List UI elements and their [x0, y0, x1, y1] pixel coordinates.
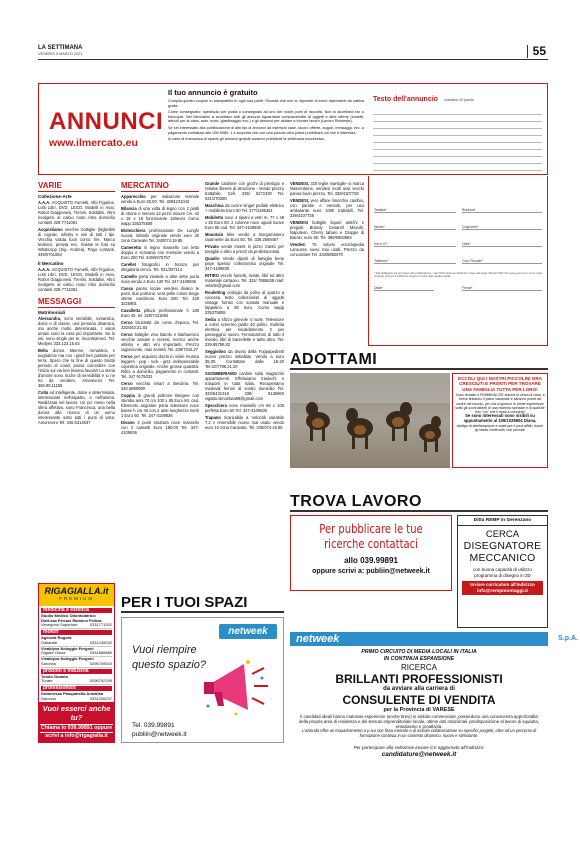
megaphone-icon [202, 656, 272, 718]
field-testata[interactable]: Testata* [374, 208, 456, 213]
brand-url[interactable]: www.ilmercato.eu [49, 137, 138, 149]
ad-item: Colta ed intelligente, dolce e determinata, interessante nell'aspetto, e nell'anima. Realizzata nel lavoro. Un po' meno nella sfera affettiva, sono Francesca, una bella donna alla ricerca di un uomo interessante sotto tutti i punti di vista. Amorevoro Tel. 346.5314637 [38, 390, 115, 425]
spazi-header [121, 592, 284, 613]
netweek-add: da avviare alla carriera di [383, 686, 455, 692]
directory-category: medicina e estetica [41, 608, 112, 613]
ad-item: Cerco per acquisto dischi in vinile musica leggera - pop - rock - jazz, indispensabile copertina originale. Anche grosse quantità. Ritiro a domicilio, pagamento in contanti. Tel. 347 9175032 [121, 354, 199, 379]
ad-item: Trapano ricaricabile a 'velocità variabile 7,2 v reversibile nuovo mai usato vendo euro 10 zona Caravate. Tel. 340/074.19.85 [205, 415, 284, 430]
varie-subtitle-2: Il Mercatino [38, 261, 64, 266]
spazi-question-1: Vuoi riempire [132, 644, 197, 656]
top-block [38, 83, 548, 175]
directory-name: Dottoressa Pasquarella Annalisa [41, 690, 104, 696]
ad-item: Cassa panno locale vendesi divano te posti, due poltrone, vera pelle colore beige ottime condizioni. Euro 200. Tel. 329 3225901 [121, 286, 199, 306]
adottami-header [290, 348, 548, 370]
remp-cerca: CERCA [485, 529, 520, 540]
ad-item: Divano 2 posti struttura noce massello con 2 cassetti Euro 180,00 Tel. 347-4109836 [121, 420, 199, 435]
ad-item: Bistecchiera professionale De Longhi nuova, imballo originale vendo euro 40 zona Caravate Tel. 340/074.19.85 [121, 228, 199, 243]
ad-item: Cerco bottiglie vino Barolo e Barbaresco vecchie annate e recenti, ricerco anche whisky e altri vini importanti. Prezzo ragionevole, max serietà. Tel. 339/7316.27 [121, 332, 199, 352]
dogs-illustration [290, 373, 450, 468]
ad-item: Acquistiamo vecchie bottiglie (bigliettini di cognac, whisky e vini di tutti i tipi. Vecchia valuta fuori corso: lire. Marco tedesco, peseta ecc. Inviate le foto su WhatsApp (Sig. Andrea). Pago contanti. 349/0761854 [38, 227, 115, 257]
field-cf[interactable]: Cod. Fiscale* [462, 259, 542, 264]
column-4-ads [290, 181, 364, 346]
publica-phone[interactable]: allo 039.99891 [344, 556, 398, 565]
spazi-phone[interactable]: Tel. 039.99891 [132, 722, 175, 729]
field-telefono[interactable]: Telefono* [374, 259, 456, 264]
messaggi-ads [38, 316, 115, 427]
netweek-ad [290, 632, 578, 743]
directory-name: Vivaldyva Noleggio Furgoni [41, 656, 94, 662]
adottami-title: ADOTTAMI [290, 351, 378, 368]
coupon-title-preview: Testo dell'annuncio [373, 96, 438, 103]
rigagialla-logo [39, 584, 114, 606]
section-messaggi: MESSAGGI [38, 297, 115, 308]
info-p2: Come consegnarlo: spediscilo per posta o consegnalo ad uno dei nostri punti di raccolta. Non si accettano fax o fotocopie. Nel Mercatino si accettano tutti gli annunci riguardanti compravendite di oggetti e altre offerte (lumetti, articoli per la casa, auto, moto, giardinaggio ecc.) e gli annunci per aiutare a trovare lavoro (Lavoro Richieste). [168, 110, 364, 124]
directory-row: Gallarate 0331245032 [41, 639, 112, 645]
field-cognome[interactable]: Cognome* [462, 225, 542, 230]
directory-row: Saronno 3331206237 [41, 695, 112, 701]
info-panel [165, 84, 367, 173]
ad-item: Macchina da cucire singer pedale elettrico + mobiletto Euro 50 Tel. 377/1195361 [205, 203, 284, 213]
rigagialla-box [38, 583, 115, 743]
mercatino-ads [121, 194, 199, 594]
spazi-mail[interactable]: publiin@netweek.it [132, 731, 187, 738]
netweek-body-1: Il candidati ideali hanno maturato esperienze (anche brevi) in ambito commerciale, possiedono una conoscenza approfondita della propria area di residenza e del tessuto imprenditoriale locale, ottime doti relazionali, predisposizione al lavoro di squadra, entusiasmo e proattività. [298, 714, 540, 729]
ad-item: Mountain bike vendo a Borgomanero raramente da Euro 50. Tel. 338.2569457 [205, 232, 284, 242]
column-3-ads [205, 181, 284, 586]
ad-item: Cameretta in legno massello con letto doppio e scrivania con mensole vendo a Euro 200 Tel. 340/6975767 [121, 245, 199, 260]
rigagialla-cta-box [39, 702, 114, 742]
adottami-box [452, 373, 548, 468]
remp-role-1: DISEGNATORE [463, 540, 542, 552]
remp-send: Inviare curriculum all'indirizzo [462, 581, 543, 588]
coupon-form [368, 176, 548, 346]
ad-item: Cerco bicicletta da corsa d'epoca. Tel. 333/463.31.84 [121, 320, 199, 330]
netweek-body-2: L'azienda offre un inquadramento a p.iva con fisso mensile o di iniziale collaborazione su specifici progetti, oltre ad un percorso di formazione continua in un contesto dinamico, nuovo e stimolante. [301, 728, 537, 738]
ad-item: Vendesi 75 volumi enciclopedia Larousse nuovi mai usati. Prezzo da concordare Tel. 333/6982070 [290, 242, 364, 257]
publica-mail[interactable]: oppure scrivi a: publiin@netweek.it [312, 568, 430, 575]
ad-item: Camello porta vivande a altre sette porta riuse vendo a Euro 130 Tel. 347-4109836 [121, 274, 199, 284]
info-p4: In caso di mancanza di spazio gli annunci gratuiti saranno pubblicati la settimana successiva. [168, 137, 325, 142]
ad-item: Alessandra, sono sensibile, romantica, dolce e di classe, una persona dinamica, ma anche molto determinata. I valori umani sono la cosa più importante. Se lo sei, sono single per te, incontriamoci. Tel. Medyes 333.123.15.63 [38, 316, 115, 346]
ad-item: Coppia di grandi poltrone Bergere con stemba anni 70 cm 100 x 85 Euro 60. cad. Elemento angolare porta televisore noce basse h cm 46 con 2 ante lunghezza metri 1 Euro 60. Tel. 347-4109836 [121, 393, 199, 418]
field-citta[interactable]: Città* [462, 242, 542, 247]
netweek-email[interactable]: candidature@netweek.it [381, 751, 457, 758]
directory-name: Agenzia Rogora [41, 634, 72, 640]
remp-header: Ditta REMP in Gerenzano [458, 516, 547, 526]
dogs-photo [290, 373, 450, 468]
publica-line-2: ricerche contattaci [324, 536, 418, 551]
column-1 [38, 181, 115, 581]
column-2 [121, 181, 199, 591]
directory-row: Olgiate Olona 0331888880 [41, 650, 112, 656]
rigagialla-directory [39, 606, 114, 702]
netweek-spa: S.p.A. [558, 635, 578, 642]
netweek-logo: netweek [296, 633, 340, 645]
ad-item: SGOMBERIAMO cantine solai magazzini appartamenti. Effettuiamo traslochi e trasporti in tutta Italia. Recuperiamo materiali ferrosi al vostro domicilio Tel. 333/6431318 339/ 8136960 vigatto.simonluta99@gmail.com [205, 371, 284, 401]
ad-item: Specchiera noce massello cm 60 x 100 perfetta Euro 50 Tel. 347-4109836 [205, 403, 284, 413]
netweek-logo-row [290, 632, 578, 646]
netweek-province: per la Provincia di VARESE [383, 707, 455, 713]
coupon-note-preview: massimo 20 parole [444, 98, 474, 102]
field-data[interactable]: Data* [374, 286, 434, 291]
netweek-role: CONSULENTE DI VENDITA [342, 693, 496, 707]
brand-title: ANNUNCI [49, 108, 164, 135]
remp-role-2: MECCANICO [469, 552, 536, 564]
adottami-box-title: ECCOLI QUI I NOSTRI PICCOLINI ORA CRESCIUTI E PRONTI PER TROVARE UNA FAMIGLIA TUTTA PER LORO! [458, 376, 542, 392]
remp-job-ad [457, 515, 548, 628]
spazi-netweek-logo: netweek [219, 624, 277, 639]
header-divider [527, 45, 528, 58]
spazi-question-2: questo spazio? [132, 659, 206, 671]
varie-ads-2 [38, 267, 115, 294]
ad-item: Sedia a sfizzo girevole 4 ruote. Televisore a colori schermo piatto 40 pollici. Stufetta elettrica per riscaldamento 3 per passeggino nuovo. Fermacalzoni di tutto il mondo, libri di barzellette e tanto altro. Tel. 339.85758.82 [205, 317, 284, 347]
rigagialla-brand: RIGAGIALLA.it [44, 586, 109, 596]
remp-text: con buona capacità di utilizzo programma di disegno in 3D [473, 567, 532, 578]
field-via[interactable]: Via e n°* [374, 242, 456, 247]
page-header [38, 44, 548, 60]
publica-line-1: Per pubblicare le tue [319, 521, 423, 536]
ad-item: A.A.A. ACQUISTO Fumetti, Albi Figurine, Lotti Libri, DVD, LEGO, Modelli in Auto, Robot Giapponesi, Trenini, Soldatini, Altro rivolgersi al calcio moto ritiro domicilio contanti 328-7711081 [38, 267, 115, 292]
ad-item: Cerco vecchia smart a Benzina. Tel. 340.5890090 [121, 381, 199, 391]
field-nome[interactable]: Nome* [374, 225, 456, 230]
page-number: 55 [532, 44, 546, 58]
info-title: Il tuo annuncio è gratuito [168, 88, 258, 97]
ad-item: Grande catalone con giochi di prestigio e relative librerie di istruzione - Vendo prezzo trattabile. Cell. 335/ 6272430 Tel. 031/270360 [205, 181, 284, 201]
ad-item: VENDESI, 320 teglie marsiglie- si marca Nascimbene, vendesi molti uovi vecchi panna buon prezzo. Tel. 338/4107728 [290, 181, 364, 196]
ad-item: Cavalletta pittura professionale h 180 Euro 40. tel. 329/7431894 [121, 308, 199, 318]
ad-item: VENDESI bottiglie liquori antichi e pregiati Brandy Cesarell Mavolti, Napoleon, Cherry tabaro e Grappe di Barolo, euro 50. Tel. 380/6993983 [290, 220, 364, 240]
netweek-footer [290, 745, 548, 765]
adottami-box-text: Sono rimaste 4 FEMMINUCCE ancora in cerca di casa, a breve finiranno il piano vaccinale e saranno pronti ad uscire nel mondo, per ora si godono le prime esperienze sotto gli occhi attenti di una mamma speciale e di qualche loro "zio" che li aiuta a crescere! [455, 393, 545, 415]
directory-category: prodotti e industria [41, 669, 112, 674]
publication-date: VENERDÌ 5 MARZO 2021 [38, 52, 83, 56]
ad-item: Bilancia di una volta di legno con 2 piatti di ottone e semesi 13 pezzi misure cm. 42 x 18 x 18 funzionante 130euro Como wapp 335375808 [121, 206, 199, 226]
rigagialla-phone[interactable]: Chiama lo 039.99891 oppure [40, 725, 113, 731]
netweek-instructions: Per partecipare alla selezione inviare CV aggiornato all'indirizzo: [353, 745, 485, 750]
column-4 [290, 181, 364, 346]
coupon-preview [369, 84, 546, 173]
trova-lavoro-header [290, 492, 548, 512]
spazi-box [121, 617, 284, 743]
messaggi-subtitle: Matrimoniali [38, 310, 66, 315]
remp-mail[interactable]: info@rempmontaggi.it [462, 588, 543, 595]
directory-row: Venegono Superiore 0331771532 [41, 622, 112, 628]
ad-item: Apparecchio per inalazione termale vendo a Euro 20,00. Tel. 3294231043 [121, 194, 199, 204]
varie-ads [38, 200, 115, 259]
varie-subtitle: Collezione-Arte [38, 194, 72, 199]
field-rubrica[interactable]: Rubrica* [462, 208, 542, 213]
section-varie: VARIE [38, 181, 115, 192]
ad-item: Bella donna 55enne, romantica e sognatrice ma con i piedi ben piantati per terra. Spero che la fine di questo brutto periodo di covid, possa coincidere con l'inizio sul via ben lissima favola!! La storia d'amore sono ricche di sensibilità e io ne ho da vendere. Amorevoro Tel. 366.89.11155 [38, 348, 115, 388]
trova-lavoro-title: TROVA LAVORO [290, 493, 422, 510]
rigagialla-mail[interactable]: scrivi a info@rigagialla.it [40, 732, 113, 740]
info-p3: Se sei interessato alla pubblicazione di altri tipi di annunci ad esempio case, lavoro offerte, auguri, messaggi, ecc. a pagamento contattaci allo 039.9989. 1 e scoprirai che con una piccola cifra potrai pubblicare ciò che ti interessa. [168, 125, 364, 135]
publication-name: LA SETTIMANA [38, 45, 83, 51]
netweek-line-2: IN CONTINUA ESPANSIONE [383, 656, 455, 662]
ad-item: Quadro Vendo dipinti di famiglia bene pepe spesso collezionista originale Tel. 347-4109836 [205, 256, 284, 271]
section-mercatino: MERCATINO [121, 181, 199, 192]
publica-box [290, 515, 452, 591]
rigagialla-cta: Vuoi esserci anche tu? [42, 704, 111, 722]
coupon-fineprint: * Dati obbligatori per procedere alla pubblicazione. I dati NON saranno pubblicati in base alla legge 196 del 2003. Per avere annunci in cui si vuole rimanere anonimi è sufficiente inviare il coupon alla casella postale. [374, 272, 542, 278]
ad-item: Mobiletto noce 4 ripiani a vetri m. 77 x 48 x 26 Euro 50. 2 colonne noce uguali nuove Euro 60 cad. Tel. 347-4109836 [205, 215, 284, 230]
netweek-brilliant: BRILLANTI PROFESSIONISTI [335, 672, 503, 686]
ad-item: VENDESI, vero affare rimorchio cambio, con paratie e ventole, per uso ambulante euro 1000 trattabili. Tel. 338/4107728 [290, 198, 364, 218]
ad-item: A.A.A. ACQUISTO Fumetti, Albi Figurine, Lotti Libri, DVD, LEGO, Modelli in Auto, Robot Giapponesi, Trenini, Soldatini, Altro rivolgersi al calcio moto ritiro domicilio contanti 328-7711081 [38, 200, 115, 225]
directory-category: professionisti [41, 686, 112, 691]
info-text [168, 99, 364, 173]
ad-item: Seggiolino da tavolo della Foppapedretti nuovo prezzo imballato. Vendo a euro 35,00. Contattare dalle 18-20 Tel.327/788.21.20 [205, 349, 284, 369]
directory-row: Turate 0296752295 [41, 678, 112, 684]
spazi-title: PER I TUOI SPAZI [121, 594, 248, 611]
directory-category: motori [41, 630, 112, 635]
ad-item: Rouletting orologio da polso al quarzo a cocessa testo collezionisti di oggetti vintage fornito con scatola manuale e tappetino a 80 euro. Como wapp 335375808 [205, 290, 284, 315]
field-firma[interactable]: Firma* [462, 286, 542, 291]
directory-row: Saronno 0296709543 [41, 660, 112, 666]
column-3 [205, 181, 284, 586]
info-p1: Compila questo coupon in stampatello in ogni sua parte. Ricorda che non si risponde di errori dipendenti da cattiva grafia. [168, 99, 364, 108]
ad-item: RITIRO vecchi fumetti, riviste, libri ed altro materiale cartaceo. Tel. 334/ 7885638 mail: velarte@gmail.com [205, 273, 284, 288]
netweek-line-1: PRIMO CIRCUITO DI MEDIA LOCALI IN ITALIA [361, 649, 477, 655]
adottami-box-visit: Se sono interessati sono visibili su appuntamento al 339/1028604 Diana, [463, 413, 537, 424]
directory-name: Vivaldyva Noleggio Furgoni [41, 645, 94, 651]
ad-item: Privato vende inserti in pizzo Cantù per tovaglie o altro a prezzi da professionista [205, 244, 284, 254]
netweek-ricerca: RICERCA [400, 663, 437, 672]
directory-name: Tondo Guanto [41, 673, 69, 679]
ad-item: Carellet fotografici in bronzo per rilegatoria cenco. Tel. 031/307114 [121, 262, 199, 272]
directory-name: Studio Medico Odontoiatrico Dott.ssa Ferraci Raimico Felicia [41, 612, 102, 623]
adottami-box-end: obbligo di sterilizzazione e visite pre e post affido, futuro tg medio contenuto, non piccola! [456, 423, 544, 433]
brand-box [39, 84, 164, 173]
rigagialla-premium: PREMIUM [58, 596, 95, 601]
